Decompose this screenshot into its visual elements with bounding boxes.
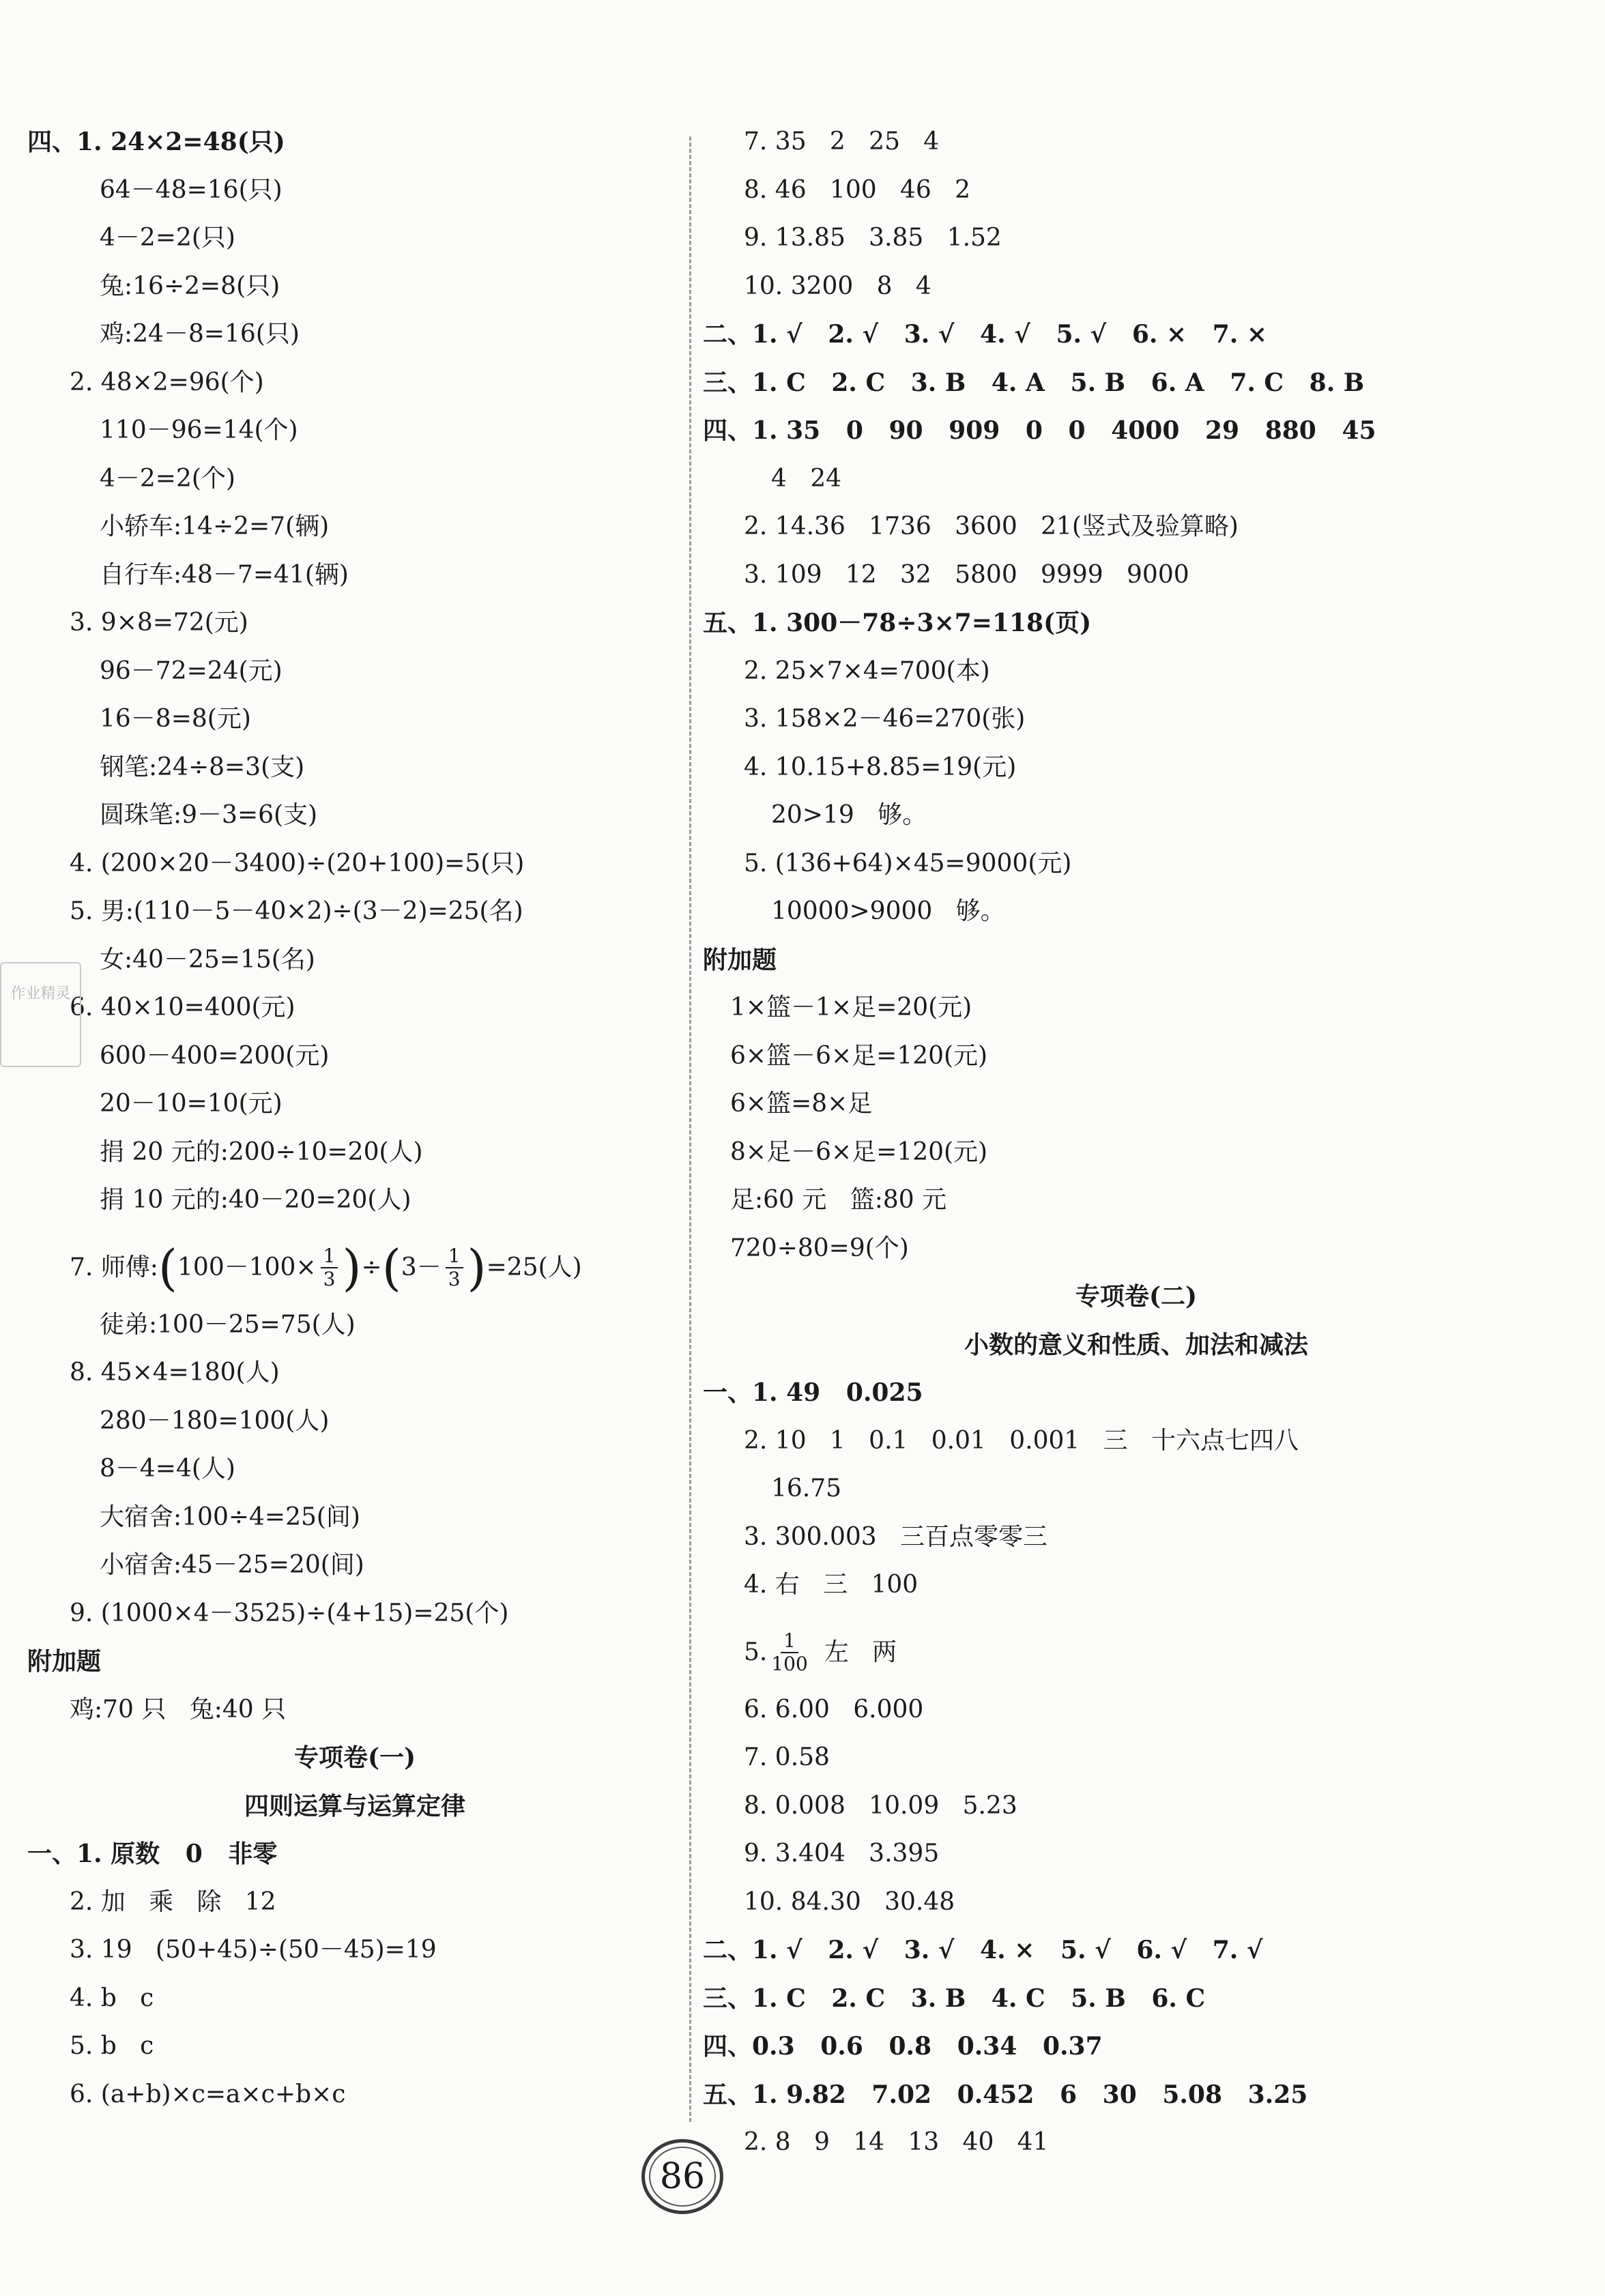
answer-line: 8×足－6×足=120(元): [730, 1137, 988, 1166]
answer-line: 兔:16÷2=8(只): [100, 272, 280, 300]
answer-line: 20－10=10(元): [100, 1090, 283, 1118]
answer-line: 4. 10.15+8.85=19(元): [744, 753, 1017, 781]
page-number-text: 86: [659, 2156, 706, 2197]
answer-line: 圆珠笔:9－3=6(支): [100, 801, 318, 829]
answer-line: 9. 3.404 3.395: [744, 1840, 940, 1868]
answer-line: 2. 25×7×4=700(本): [744, 656, 990, 685]
left-paren: (: [381, 1238, 401, 1296]
answer-line: 5. b c: [70, 2032, 154, 2060]
fraction-prefix: 7. 师傅:: [70, 1253, 158, 1281]
answer-line: 280－180=100(人): [100, 1406, 330, 1435]
answer-line: 3. 19 (50+45)÷(50－45)=19: [70, 1936, 437, 1964]
answer-line: 8. 45×4=180(人): [70, 1358, 280, 1386]
fraction-numerator: 1: [781, 1630, 798, 1653]
answer-line: 足:60 元 篮:80 元: [730, 1186, 947, 1214]
answer-line: 一、1. 原数 0 非零: [27, 1840, 278, 1868]
answer-line: 4. b c: [70, 1983, 154, 2012]
section-title: 专项卷(一): [293, 1743, 416, 1772]
fraction-divide: ÷: [361, 1253, 382, 1281]
answer-line: 小宿舍:45－25=20(间): [100, 1551, 364, 1579]
page-number: [641, 2139, 723, 2214]
answer-line: 钢笔:24÷8=3(支): [100, 753, 305, 781]
answer-line: 四、0.3 0.6 0.8 0.34 0.37: [703, 2032, 1103, 2061]
answer-line: 5. (136+64)×45=9000(元): [744, 849, 1072, 877]
answer-line: 3. 158×2－46=270(张): [744, 705, 1026, 733]
answer-line: 4－2=2(个): [100, 464, 235, 493]
watermark-stamp: [0, 962, 81, 1067]
answer-line: 7. 0.58: [744, 1743, 830, 1771]
answer-line: 110－96=14(个): [100, 416, 298, 444]
fraction-denominator: 100: [771, 1652, 808, 1675]
answer-line: 64－48=16(只): [100, 175, 283, 204]
answer-line: 2. 8 9 14 13 40 41: [744, 2128, 1049, 2156]
answer-line: 10. 3200 8 4: [744, 272, 931, 300]
answer-line: 捐 10 元的:40－20=20(人): [100, 1186, 411, 1214]
answer-line: 600－400=200(元): [100, 1041, 330, 1070]
left-column: [27, 130, 682, 2130]
answer-line: 6. 6.00 6.000: [744, 1695, 924, 1724]
answer-line: 一、1. 49 0.025: [703, 1378, 923, 1407]
answer-line: 徒弟:100－25=75(人): [100, 1310, 356, 1339]
fraction-expr: 3－: [401, 1253, 442, 1281]
answer-line: 8. 46 100 46 2: [744, 175, 971, 204]
answer-line: 二、1. √ 2. √ 3. √ 4. × 5. √ 6. √ 7. √: [703, 1936, 1263, 1964]
fraction-suffix: 左 两: [824, 1638, 897, 1666]
answer-line: 6. (a+b)×c=a×c+b×c: [70, 2080, 346, 2108]
stamp-text: 作业精灵: [10, 985, 71, 1002]
fraction-result: =25(人): [486, 1253, 582, 1281]
answer-line: 大宿舍:100÷4=25(间): [100, 1502, 360, 1531]
answer-line: 10. 84.30 30.48: [744, 1887, 955, 1916]
fraction-numerator: 1: [321, 1245, 338, 1268]
answer-line: 6×篮=8×足: [730, 1090, 873, 1118]
answer-line: 10000>9000 够。: [771, 897, 1005, 925]
fraction: [446, 1245, 463, 1290]
answer-line: 96－72=24(元): [100, 656, 283, 685]
answer-line: 6. 40×10=400(元): [70, 993, 295, 1021]
section-heading: 附加题: [703, 945, 777, 974]
column-divider: [689, 136, 691, 2122]
answer-line: 16－8=8(元): [100, 705, 251, 733]
answer-line: 5. 男:(110－5－40×2)÷(3－2)=25(名): [70, 897, 523, 925]
answer-line: 1×篮－1×足=20(元): [730, 993, 972, 1021]
answer-line: 3. 9×8=72(元): [70, 609, 248, 637]
answer-line: 四、1. 35 0 90 909 0 0 4000 29 880 45: [703, 416, 1376, 445]
fraction: [771, 1630, 807, 1675]
answer-line: 4. 右 三 100: [744, 1571, 919, 1599]
answer-line: 四、1. 24×2=48(只): [27, 128, 285, 156]
right-paren: ): [467, 1238, 487, 1296]
answer-line: 小轿车:14÷2=7(辆): [100, 512, 330, 540]
answer-line: 鸡:70 只 兔:40 只: [70, 1695, 287, 1724]
fraction-prefix: 5.: [744, 1638, 768, 1666]
answer-line: 3. 109 12 32 5800 9999 9000: [744, 560, 1189, 589]
section-subtitle: 小数的意义和性质、加法和减法: [964, 1330, 1308, 1359]
answer-line: 8－4=4(人): [100, 1455, 235, 1483]
fraction-denominator: 3: [448, 1267, 461, 1290]
answer-line: 3. 300.003 三百点零零三: [744, 1522, 1047, 1551]
answer-line: 鸡:24－8=16(只): [100, 320, 300, 348]
fraction-expr: 100－100×: [177, 1253, 317, 1281]
answer-line: 捐 20 元的:200÷10=20(人): [100, 1137, 423, 1166]
section-subtitle: 四则运算与运算定律: [244, 1791, 465, 1820]
answer-line: 9. (1000×4－3525)÷(4+15)=25(个): [70, 1599, 509, 1627]
answer-line: 4－2=2(只): [100, 224, 235, 252]
answer-line: 4 24: [771, 464, 842, 493]
answer-line: 五、1. 9.82 7.02 0.452 6 30 5.08 3.25: [703, 2080, 1308, 2109]
answer-line: 二、1. √ 2. √ 3. √ 4. √ 5. √ 6. × 7. ×: [703, 320, 1268, 349]
right-column: [703, 130, 1570, 2179]
left-paren: (: [158, 1238, 178, 1296]
answer-line: 720÷80=9(个): [730, 1234, 909, 1262]
section-heading: 附加题: [27, 1647, 102, 1676]
answer-line: 2. 加 乘 除 12: [70, 1887, 276, 1916]
fraction-denominator: 3: [323, 1267, 336, 1290]
right-paren: ): [342, 1238, 362, 1296]
answer-line: 9. 13.85 3.85 1.52: [744, 224, 1002, 252]
answer-line: 五、1. 300－78÷3×7=118(页): [703, 609, 1092, 637]
answer-line: 20>19 够。: [771, 801, 927, 829]
answer-line: 6×篮－6×足=120(元): [730, 1041, 988, 1070]
answer-line: 2. 14.36 1736 3600 21(竖式及验算略): [744, 512, 1239, 540]
answer-line-fraction: [703, 1621, 1570, 1684]
fraction-numerator: 1: [446, 1245, 463, 1268]
answer-line: 8. 0.008 10.09 5.23: [744, 1791, 1017, 1820]
answer-line: 三、1. C 2. C 3. B 4. A 5. B 6. A 7. C 8. B: [703, 368, 1365, 397]
answer-line-fraction: [27, 1236, 682, 1299]
answer-line: 4. (200×20－3400)÷(20+100)=5(只): [70, 849, 525, 877]
answer-line: 2. 48×2=96(个): [70, 368, 264, 396]
answer-line: 女:40－25=15(名): [100, 945, 315, 974]
answer-line: 16.75: [771, 1474, 842, 1502]
answer-line: 7. 35 2 25 4: [744, 128, 940, 156]
section-title: 专项卷(二): [1075, 1282, 1198, 1311]
answer-line: 2. 10 1 0.1 0.01 0.001 三 十六点七四八: [744, 1426, 1299, 1455]
answer-line: 自行车:48－7=41(辆): [100, 560, 349, 589]
answer-line: 三、1. C 2. C 3. B 4. C 5. B 6. C: [703, 1983, 1206, 2013]
fraction: [321, 1245, 338, 1290]
